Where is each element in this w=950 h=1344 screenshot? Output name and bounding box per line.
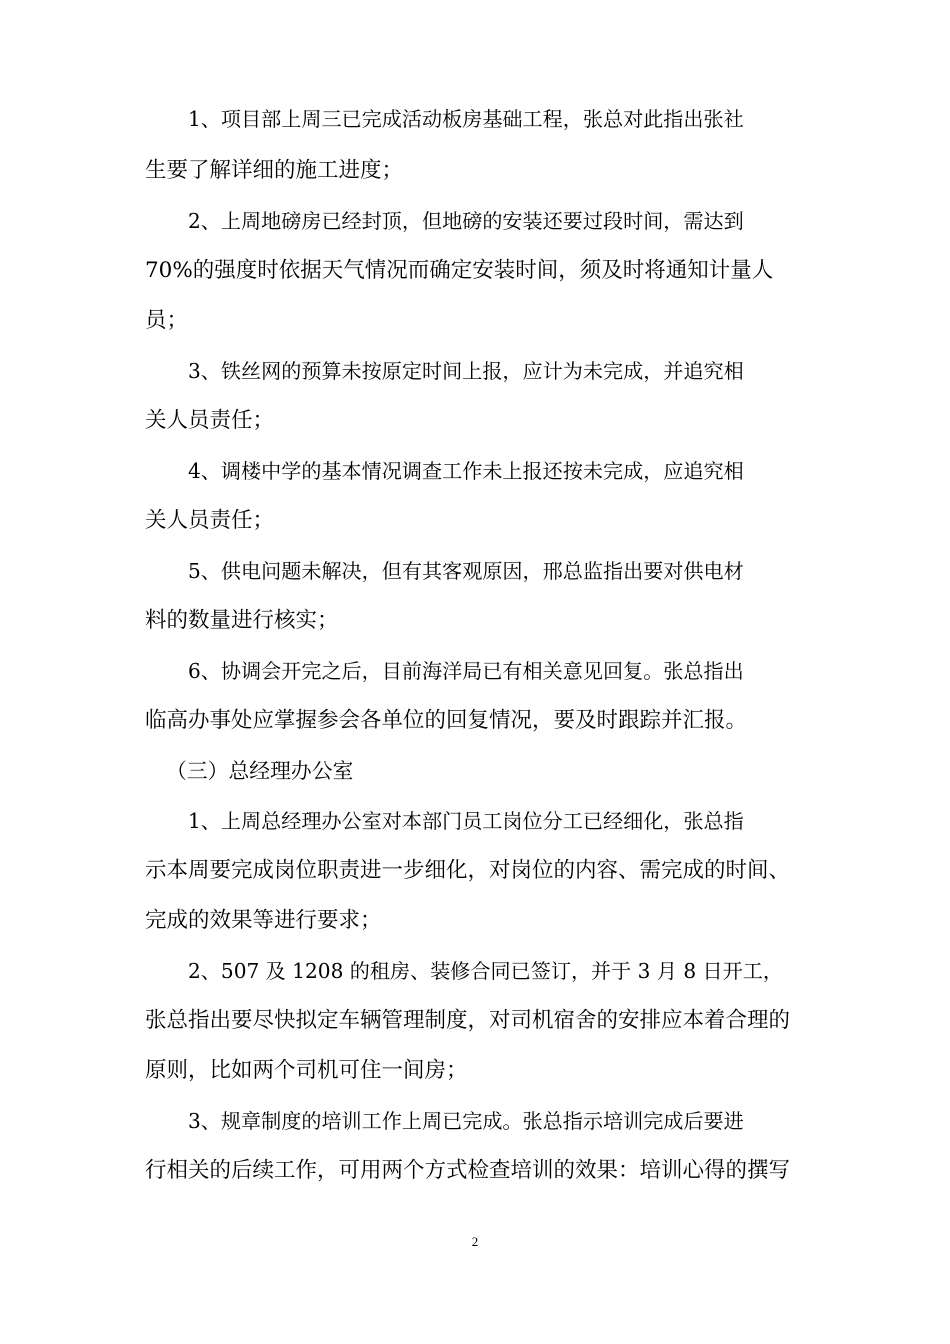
paragraph-line: 5、供电问题未解决，但有其客观原因，邢总监指出要对供电材	[188, 559, 744, 583]
paragraph-line: 临高办事处应掌握参会各单位的回复情况，要及时跟踪并汇报。	[145, 708, 748, 733]
paragraph-line: 70%的强度时依据天气情况而确定安装时间，须及时将通知计量人	[145, 258, 774, 283]
paragraph-line: 2、507 及 1208 的租房、装修合同已签订，并于 3 月 8 日开工，	[188, 959, 783, 983]
paragraph-line: 3、规章制度的培训工作上周已完成。张总指示培训完成后要进	[188, 1109, 744, 1133]
section-heading: （三）总经理办公室	[166, 759, 354, 783]
paragraph-line: 4、调楼中学的基本情况调查工作未上报还按未完成，应追究相	[188, 459, 744, 483]
paragraph-line: 1、项目部上周三已完成活动板房基础工程，张总对此指出张社	[188, 107, 744, 131]
paragraph-line: 行相关的后续工作，可用两个方式检查培训的效果：培训心得的撰写	[145, 1158, 791, 1183]
paragraph-line: 示本周要完成岗位职责进一步细化，对岗位的内容、需完成的时间、	[145, 858, 791, 883]
paragraph-line: 员；	[145, 308, 189, 333]
page-number: 2	[471, 1234, 479, 1249]
paragraph-line: 张总指出要尽快拟定车辆管理制度，对司机宿舍的安排应本着合理的	[145, 1008, 791, 1033]
paragraph-line: 原则，比如两个司机可住一间房；	[145, 1058, 468, 1083]
paragraph-line: 关人员责任；	[145, 508, 275, 533]
paragraph-line: 1、上周总经理办公室对本部门员工岗位分工已经细化，张总指	[188, 809, 744, 833]
paragraph-line: 6、协调会开完之后，目前海洋局已有相关意见回复。张总指出	[188, 659, 744, 683]
paragraph-line: 料的数量进行核实；	[145, 608, 339, 633]
paragraph-line: 完成的效果等进行要求；	[145, 908, 382, 933]
paragraph-line: 2、上周地磅房已经封顶，但地磅的安装还要过段时间，需达到	[188, 209, 744, 233]
paragraph-line: 生要了解详细的施工进度；	[145, 158, 404, 183]
paragraph-line: 3、铁丝网的预算未按原定时间上报，应计为未完成，并追究相	[188, 359, 744, 383]
paragraph-line: 关人员责任；	[145, 408, 275, 433]
